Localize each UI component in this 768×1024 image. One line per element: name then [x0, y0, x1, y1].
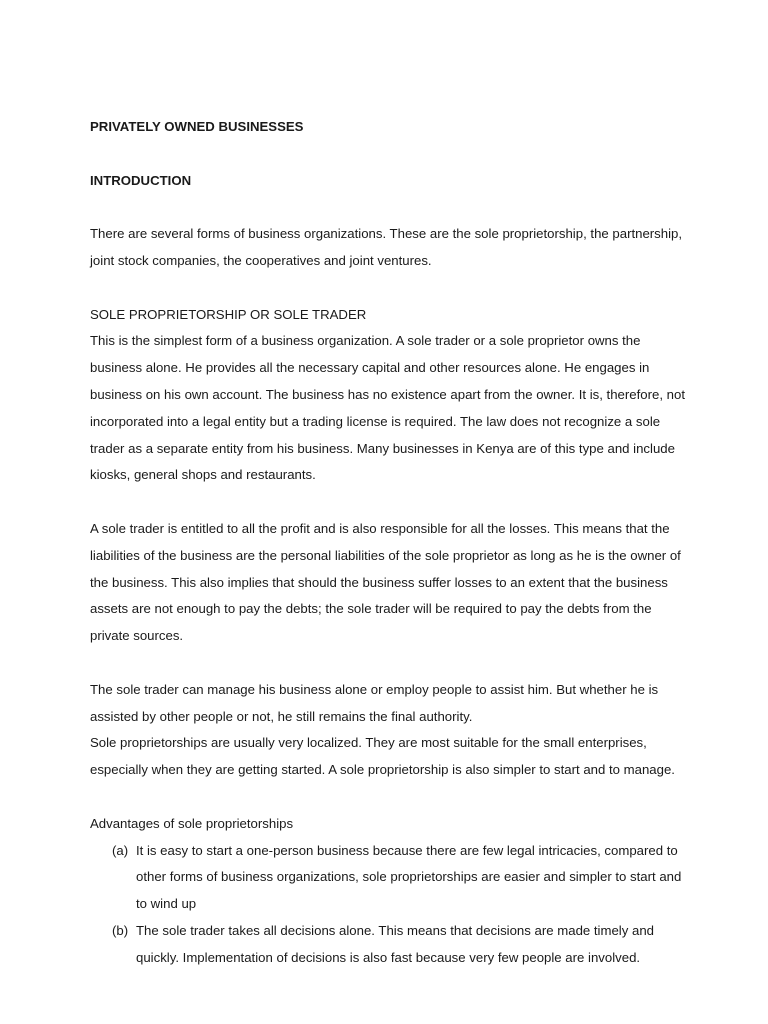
list-item	[90, 838, 690, 918]
spacer	[90, 489, 690, 516]
sole-proprietorship-paragraph-3: The sole trader can manage his business alone or employ people to assist him. But whether he is assisted by other people or not, he still remains the final authority.	[90, 681, 659, 724]
introduction-heading: INTRODUCTION	[90, 172, 192, 188]
introduction-paragraph: There are several forms of business organizations. These are the sole proprietorship, the partnership, joint stock companies, the cooperatives and joint ventures.	[90, 226, 683, 268]
sole-proprietorship-paragraph-4: Sole proprietorships are usually very localized. They are most suitable for the small enterprises, especially when they are getting started. A sole proprietorship is also simpler to start and to manage.	[90, 735, 675, 778]
sole-proprietorship-paragraph-2: A sole trader is entitled to all the profit and is also responsible for all the losses. This means that the liabilities of the business are the personal liabilities of the sole proprietor as long as he is the owner of the business. This also implies that should the business suffer losses to an extent that the business assets are not enough to pay the debts; the sole trader will be required to pay the debts from the private sources.	[90, 520, 681, 644]
sole-proprietorship-paragraph-1: This is the simplest form of a business organization. A sole trader or a sole proprietor owns the business alone. He provides all the necessary capital and other resources alone. He engages in business on his own account. The business has no existence apart from the owner. It is, therefore, not incorporated into a legal entity but a trading license is required. The law does not recognize a sole trader as a separate entity from his business. Many businesses in Kenya are of this type and include kiosks, general shops and restaurants.	[90, 333, 685, 483]
document-page	[90, 114, 690, 972]
list-item-text: It is easy to start a one-person business because there are few legal intricacies, compared to other forms of business organizations, sole proprietorships are easier and simpler to start and to wind up	[136, 842, 682, 912]
list-item	[90, 918, 690, 972]
advantages-heading: Advantages of sole proprietorships	[90, 815, 294, 831]
spacer	[90, 194, 690, 221]
advantages-list	[90, 838, 690, 972]
spacer	[90, 650, 690, 677]
spacer	[90, 141, 690, 168]
list-item-text: The sole trader takes all decisions alone. This means that decisions are made timely and quickly. Implementation of decisions is also fast because very few people are involved.	[136, 922, 655, 965]
spacer	[90, 275, 690, 302]
section-heading-sole-proprietorship: SOLE PROPRIETORSHIP OR SOLE TRADER	[90, 306, 367, 322]
document-title: PRIVATELY OWNED BUSINESSES	[90, 119, 304, 134]
list-marker: (b)	[112, 922, 129, 938]
list-marker: (a)	[112, 842, 129, 858]
spacer	[90, 784, 690, 811]
